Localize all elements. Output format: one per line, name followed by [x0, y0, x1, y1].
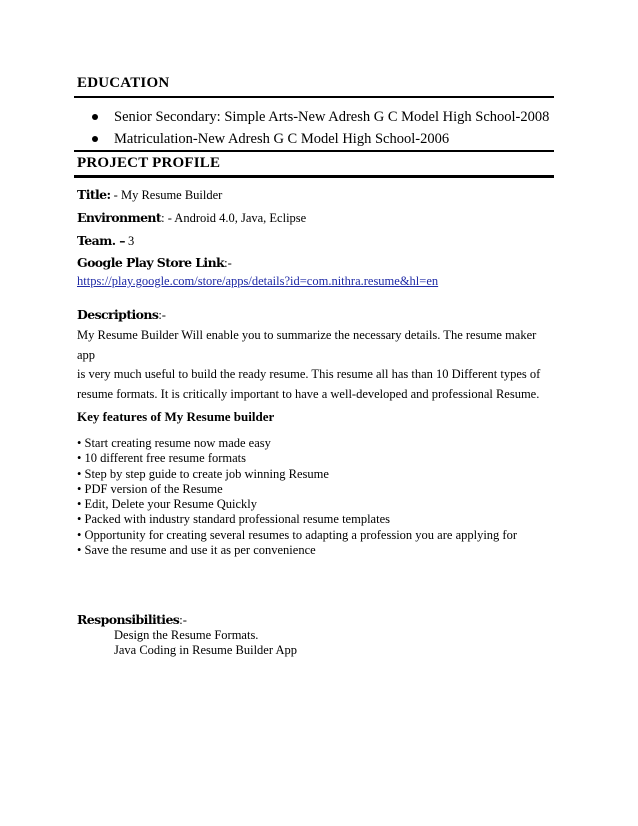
responsibilities-field [77, 612, 187, 628]
store-field [77, 255, 232, 271]
education-list [92, 106, 549, 150]
project-title-label: Title: [77, 187, 111, 202]
key-feature-item: • PDF version of the Resume [77, 481, 223, 496]
environment-field [77, 210, 306, 226]
responsibilities-list [114, 628, 297, 658]
responsibility-item: Java Coding in Resume Builder App [114, 643, 297, 657]
description-line: My Resume Builder Will enable you to summarize the necessary details. The resume maker app [77, 328, 537, 362]
description-line: is very much useful to build the ready resume. This resume all has than 10 Different types of [77, 367, 541, 381]
team-field [77, 233, 134, 249]
project-title-value: - My Resume Builder [110, 188, 223, 202]
key-feature-item: • Start creating resume now made easy [77, 436, 271, 450]
store-link-row [77, 274, 438, 289]
project-divider [74, 175, 554, 178]
store-suffix: :- [224, 256, 232, 270]
responsibility-item: Design the Resume Formats. [114, 628, 259, 642]
education-item: Matriculation-New Adresh G C Model High School-2006 [92, 128, 549, 150]
descriptions-field [77, 307, 166, 323]
key-features-heading: Key features of My Resume builder [77, 409, 275, 424]
key-feature-item: • Edit, Delete your Resume Quickly [77, 497, 258, 512]
responsibilities-suffix: :- [179, 613, 187, 627]
store-label: Google Play Store Link [77, 255, 225, 270]
team-label: Team. – [77, 233, 125, 248]
team-value: 3 [124, 234, 135, 248]
project-top-divider [74, 150, 554, 152]
key-feature-item: • Packed with industry standard professional resume templates [77, 512, 390, 527]
project-heading: PROJECT PROFILE [77, 155, 221, 171]
key-feature-item: • Step by step guide to create job winning Resume [77, 466, 329, 481]
environment-label: Environment [77, 210, 162, 225]
responsibilities-label: Responsibilities [77, 612, 180, 627]
education-item: Senior Secondary: Simple Arts-New Adresh G C Model High School-2008 [92, 106, 549, 128]
key-features-list [77, 436, 517, 558]
key-feature-item: • Opportunity for creating several resumes to adapting a profession you are applying for [77, 527, 518, 542]
education-heading: EDUCATION [77, 75, 170, 91]
bullet-icon [92, 136, 98, 142]
descriptions-label: Descriptions [77, 307, 159, 322]
education-divider [74, 96, 554, 98]
description-line: resume formats. It is critically important to have a well-developed and professional Resume. [77, 386, 540, 401]
environment-value: : - Android 4.0, Java, Eclipse [161, 211, 307, 225]
project-title-field [77, 187, 222, 203]
description-paragraph [77, 326, 557, 404]
bullet-icon [92, 114, 98, 120]
descriptions-suffix: :- [158, 308, 166, 322]
key-feature-item: • Save the resume and use it as per convenience [77, 543, 316, 558]
play-store-link[interactable]: https://play.google.com/store/apps/details?id=com.nithra.resume&hl=en [77, 274, 439, 288]
key-feature-item: • 10 different free resume formats [77, 451, 247, 466]
